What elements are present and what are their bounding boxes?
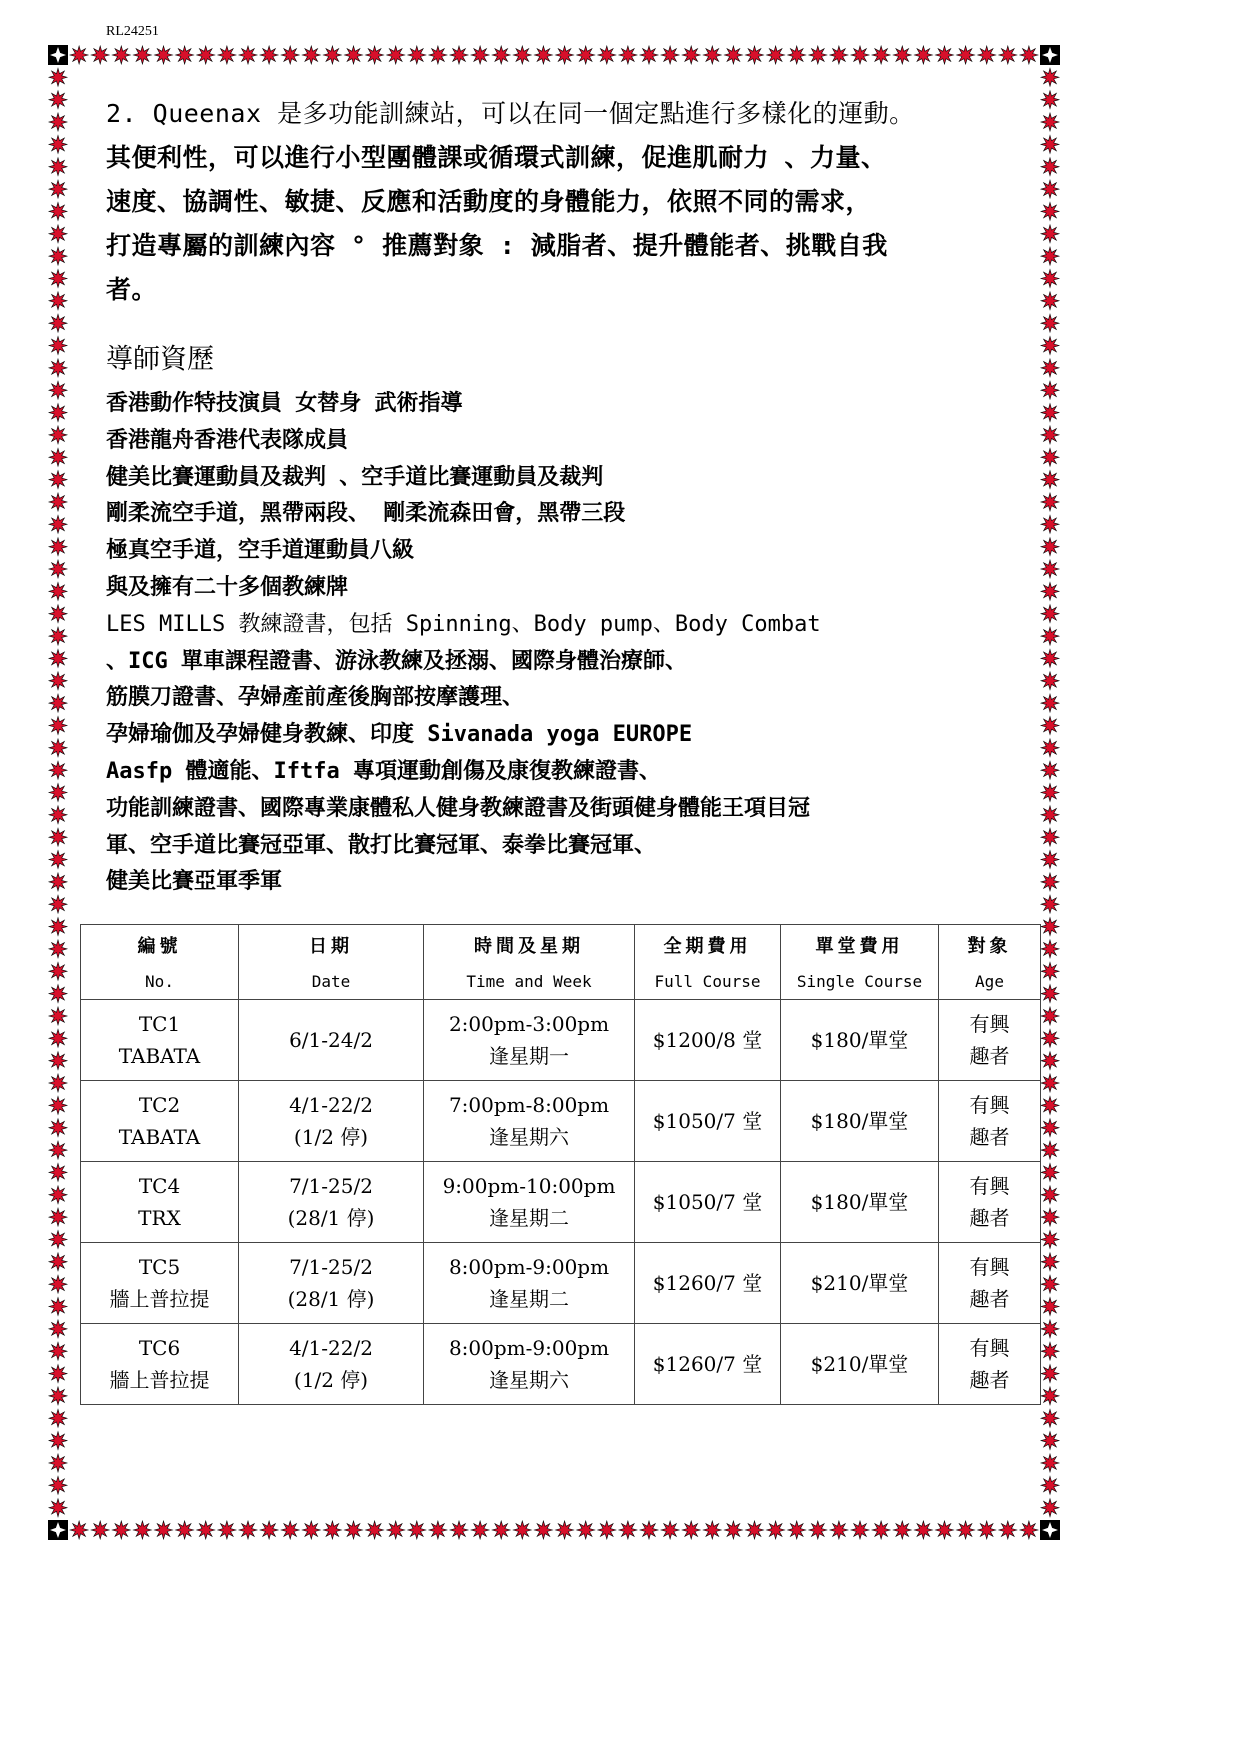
full-fee-cell: $1050/7 堂 [635,1162,781,1243]
full-fee-cell: $1050/7 堂 [635,1081,781,1162]
header-cell-time: 時間及星期 Time and Week [424,925,635,1000]
border-star [1041,985,1059,1003]
border-star [49,538,67,556]
credential-item: 剛柔流空手道，黑帶兩段、 剛柔流森田會，黑帶三段 [106,501,626,527]
border-star [323,1521,341,1539]
border-star [1041,1320,1059,1338]
border-star [661,46,679,64]
border-star [49,806,67,824]
time-cell: 9:00pm-10:00pm 逢星期二 [424,1162,635,1243]
border-star [1041,895,1059,913]
border-star [49,940,67,958]
full-fee-cell: $1200/8 堂 [635,1000,781,1081]
age-cell: 有興 趣者 [939,1243,1041,1324]
border-star [112,1521,130,1539]
border-star [1041,828,1059,846]
border-star [49,1186,67,1204]
border-star [49,918,67,936]
border-star [1041,1074,1059,1092]
border-star [1041,359,1059,377]
border-star [218,46,236,64]
border-star [49,471,67,489]
border-star [302,46,320,64]
border-star [851,46,869,64]
border-star [49,1342,67,1360]
border-star [1041,649,1059,667]
border-star [914,46,932,64]
course-code-cell: TC5 牆上普拉提 [81,1243,239,1324]
single-fee-cell: $180/單堂 [781,1000,939,1081]
border-star [49,381,67,399]
border-star [91,1521,109,1539]
border-star [1041,493,1059,511]
border-star [1041,851,1059,869]
border-star [387,1521,405,1539]
border-star [788,1521,806,1539]
border-star [1041,1409,1059,1427]
border-star [1041,918,1059,936]
border-star [239,1521,257,1539]
border-star [133,1521,151,1539]
border-star [703,1521,721,1539]
border-star [49,739,67,757]
border-star [1041,448,1059,466]
border-star [450,46,468,64]
border-star [49,605,67,623]
course-code-cell: TC1 TABATA [81,1000,239,1081]
border-star [1041,1029,1059,1047]
border-star [1041,672,1059,690]
credential-item: 香港動作特技演員 女替身 武術指導 [106,391,463,416]
credential-item: 、ICG 單車課程證書、游泳教練及拯溺、國際身體治療師、 [106,648,687,674]
border-star [1041,784,1059,802]
border-star [1041,1186,1059,1204]
border-star [49,873,67,891]
border-star [70,1521,88,1539]
border-star [302,1521,320,1539]
date-cell: 4/1-22/2 (1/2 停) [239,1081,424,1162]
full-fee-cell: $1260/7 堂 [635,1324,781,1405]
border-star [1041,1298,1059,1316]
border-star [176,46,194,64]
border-star [1041,605,1059,623]
border-star [851,1521,869,1539]
border-star [957,1521,975,1539]
border-star [49,448,67,466]
border-star [1041,404,1059,422]
single-fee-cell: $210/單堂 [781,1324,939,1405]
border-star [49,515,67,533]
border-star [914,1521,932,1539]
border-star [872,1521,890,1539]
border-star [471,1521,489,1539]
border-star [746,1521,764,1539]
border-star [49,1007,67,1025]
border-star [49,1365,67,1383]
border-star [682,46,700,64]
border-star [492,1521,510,1539]
border-star [49,202,67,220]
border-star [49,1454,67,1472]
border-star [197,1521,215,1539]
border-star [49,135,67,153]
border-star [1041,314,1059,332]
border-star [49,404,67,422]
border-star [49,247,67,265]
border-star [49,1074,67,1092]
border-star [49,1432,67,1450]
border-star [49,1119,67,1137]
border-star [619,46,637,64]
border-star [1041,1096,1059,1114]
border-star [49,1275,67,1293]
border-star [1041,940,1059,958]
border-star [534,46,552,64]
border-star [49,158,67,176]
border-star [49,828,67,846]
date-cell: 4/1-22/2 (1/2 停) [239,1324,424,1405]
table-row [81,1243,1041,1324]
border-star [49,1499,67,1517]
credential-item: 孕婦瑜伽及孕婦健身教練、印度 Sivanada yoga EUROPE [106,722,693,748]
credential-item: 與及擁有二十多個教練牌 [106,574,349,600]
border-star [49,985,67,1003]
border-star [1041,1454,1059,1472]
credential-item: 健美比賽亞軍季軍 [106,869,283,895]
border-star [345,46,363,64]
border-star [281,1521,299,1539]
table-row [81,1081,1041,1162]
age-cell: 有興 趣者 [939,1000,1041,1081]
border-star [1041,202,1059,220]
table-row [81,1324,1041,1405]
border-star [260,46,278,64]
border-star [49,337,67,355]
border-star [724,46,742,64]
border-star [661,1521,679,1539]
border-star [155,46,173,64]
credential-item: 筋膜刀證書、孕婦產前產後胸部按摩護理、 [106,685,525,711]
border-star [49,1298,67,1316]
border-star [1041,1365,1059,1383]
border-star [49,292,67,310]
border-star [49,694,67,712]
border-star [1041,1387,1059,1405]
border-star [999,1521,1017,1539]
intro-line: 速度、協調性、敏捷、反應和活動度的身體能力，依照不同的需求， [106,187,872,216]
border-star [1041,873,1059,891]
credential-item: 功能訓練證書、國際專業康體私人健身教練證書及街頭健身體能王項目冠 [106,795,811,821]
border-star [49,426,67,444]
border-star [112,46,130,64]
border-star [49,493,67,511]
border-star [1041,1141,1059,1159]
border-star [893,1521,911,1539]
border-star [49,851,67,869]
instructor-credentials-title: 導師資歷 [106,344,214,375]
header-cell-age: 對象 Age [939,925,1041,1000]
border-star [49,1096,67,1114]
border-star [893,46,911,64]
credential-item: 軍、空手道比賽冠亞軍、散打比賽冠軍、泰拳比賽冠軍、 [106,832,657,858]
border-star [1041,225,1059,243]
border-star [598,46,616,64]
intro-line: 2. Queenax 是多功能訓練站，可以在同一個定點進行多樣化的運動。 [106,99,915,128]
border-star [408,46,426,64]
border-star [1041,68,1059,86]
border-star [534,1521,552,1539]
border-star [49,672,67,690]
border-star [513,1521,531,1539]
border-star [767,46,785,64]
border-star [492,46,510,64]
border-star [1041,1231,1059,1249]
date-cell: 7/1-25/2 (28/1 停) [239,1162,424,1243]
border-star [936,1521,954,1539]
border-star [49,1387,67,1405]
table-row [81,1162,1041,1243]
age-cell: 有興 趣者 [939,1162,1041,1243]
table-header-row [81,925,1041,1000]
document-code: RL24251 [106,24,159,39]
border-star [1041,292,1059,310]
credential-item: Aasfp 體適能、Iftfa 專項運動創傷及康復教練證書、 [106,758,661,784]
border-star [49,113,67,131]
time-cell: 8:00pm-9:00pm 逢星期六 [424,1324,635,1405]
border-star [1041,180,1059,198]
border-star [345,1521,363,1539]
border-star [809,1521,827,1539]
full-fee-cell: $1260/7 堂 [635,1243,781,1324]
border-star [49,270,67,288]
table-row [81,1000,1041,1081]
border-star [1041,582,1059,600]
border-star [1041,1275,1059,1293]
border-star [872,46,890,64]
border-star [1041,91,1059,109]
border-star [49,784,67,802]
border-star [49,761,67,779]
single-fee-cell: $210/單堂 [781,1243,939,1324]
age-cell: 有興 趣者 [939,1324,1041,1405]
border-star [1041,1119,1059,1137]
border-star [999,46,1017,64]
border-star [1041,538,1059,556]
border-star [1041,1499,1059,1517]
border-star [640,1521,658,1539]
border-star [1041,806,1059,824]
border-star [49,582,67,600]
border-star [49,1163,67,1181]
border-star [598,1521,616,1539]
border-star [978,46,996,64]
time-cell: 7:00pm-8:00pm 逢星期六 [424,1081,635,1162]
border-star [49,1320,67,1338]
border-star [1041,1052,1059,1070]
border-star [70,46,88,64]
border-star [513,46,531,64]
border-star [49,717,67,735]
page-content [106,92,1026,901]
border-star [218,1521,236,1539]
border-star [1041,337,1059,355]
border-star [1041,247,1059,265]
credential-item: LES MILLS 教練證書，包括 Spinning、Body pump、Body Combat [106,611,821,637]
border-star [1041,471,1059,489]
border-star [1041,1208,1059,1226]
border-star [49,962,67,980]
border-star [49,68,67,86]
border-star [49,359,67,377]
border-star [239,46,257,64]
border-star [1041,694,1059,712]
border-star [1041,627,1059,645]
border-star [577,1521,595,1539]
header-cell-no: 編號 No. [81,925,239,1000]
border-star [387,46,405,64]
border-star [133,46,151,64]
border-star [176,1521,194,1539]
border-star [957,46,975,64]
intro-paragraph [106,92,1026,312]
border-star [1041,739,1059,757]
time-cell: 8:00pm-9:00pm 逢星期二 [424,1243,635,1324]
border-star [49,91,67,109]
border-star [809,46,827,64]
border-star [49,1476,67,1494]
border-star [197,46,215,64]
border-star [1041,1342,1059,1360]
credential-item: 極真空手道，空手道運動員八級 [106,538,415,564]
border-star [936,46,954,64]
border-star [1041,761,1059,779]
border-star [619,1521,637,1539]
border-star [49,225,67,243]
course-code-cell: TC6 牆上普拉提 [81,1324,239,1405]
border-star [91,46,109,64]
border-star [1041,717,1059,735]
single-fee-cell: $180/單堂 [781,1081,939,1162]
single-fee-cell: $180/單堂 [781,1162,939,1243]
date-cell: 6/1-24/2 [239,1000,424,1081]
border-star [450,1521,468,1539]
border-star [49,895,67,913]
border-star [1041,560,1059,578]
border-star [556,1521,574,1539]
border-star [1041,1163,1059,1181]
border-star [49,1029,67,1047]
border-star [577,46,595,64]
border-star [260,1521,278,1539]
border-star [49,1231,67,1249]
border-star [49,1141,67,1159]
border-star [830,1521,848,1539]
border-star [49,1052,67,1070]
border-star [746,46,764,64]
intro-line: 打造專屬的訓練內容 ° 推薦對象 : 減脂者、提升體能者、挑戰自我 [106,231,888,260]
border-star [49,649,67,667]
border-star [1041,515,1059,533]
border-star [1020,1521,1038,1539]
border-star [788,46,806,64]
credential-item: 健美比賽運動員及裁判 、空手道比賽運動員及裁判 [106,464,604,490]
credential-item: 香港龍舟香港代表隊成員 [106,427,349,453]
border-star [640,46,658,64]
border-star [1041,962,1059,980]
border-star [429,1521,447,1539]
border-star [429,46,447,64]
border-star [1041,1007,1059,1025]
border-star [471,46,489,64]
age-cell: 有興 趣者 [939,1081,1041,1162]
border-star [978,1521,996,1539]
border-star [830,46,848,64]
date-cell: 7/1-25/2 (28/1 停) [239,1243,424,1324]
border-star [703,46,721,64]
border-star [281,46,299,64]
border-star [49,627,67,645]
time-cell: 2:00pm-3:00pm 逢星期一 [424,1000,635,1081]
intro-line: 其便利性，可以進行小型團體課或循環式訓練，促進肌耐力 、力量、 [106,143,887,172]
header-cell-date: 日期 Date [239,925,424,1000]
border-star [1041,113,1059,131]
border-star [408,1521,426,1539]
border-star [49,1208,67,1226]
border-star [1041,1476,1059,1494]
course-code-cell: TC4 TRX [81,1162,239,1243]
border-star [366,46,384,64]
border-star [1020,46,1038,64]
border-star [49,180,67,198]
border-star [1041,426,1059,444]
border-star [49,314,67,332]
border-star [1041,1432,1059,1450]
border-star [366,1521,384,1539]
border-star [155,1521,173,1539]
border-star [682,1521,700,1539]
border-star [556,46,574,64]
border-star [323,46,341,64]
credentials-list [106,386,1026,901]
intro-line: 者。 [106,275,158,304]
course-code-cell: TC2 TABATA [81,1081,239,1162]
border-star [1041,158,1059,176]
course-schedule-table [80,924,1041,1405]
border-star [1041,381,1059,399]
border-star [49,1409,67,1427]
header-cell-single-fee: 單堂費用 Single Course [781,925,939,1000]
border-star [1041,1253,1059,1271]
border-star [49,1253,67,1271]
border-star [767,1521,785,1539]
header-cell-full-fee: 全期費用 Full Course [635,925,781,1000]
border-star [1041,270,1059,288]
border-star [1041,135,1059,153]
border-star [49,560,67,578]
border-star [724,1521,742,1539]
